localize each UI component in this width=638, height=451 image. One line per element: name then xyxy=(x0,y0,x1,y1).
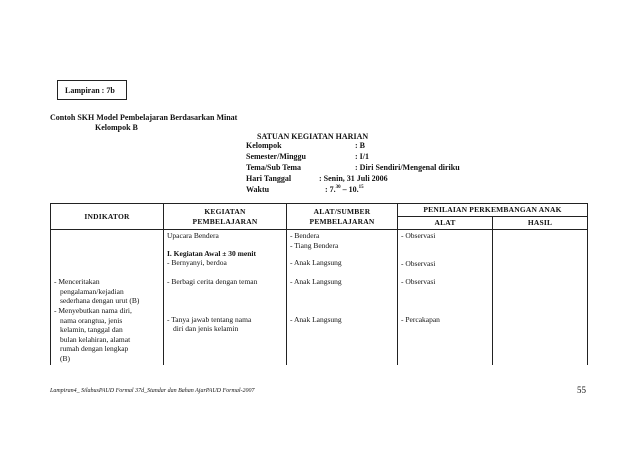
header-hasil: HASIL xyxy=(493,217,588,230)
kelompok-label: Kelompok xyxy=(246,141,282,150)
cell-kegiatan: - Berbagi cerita dengan teman - Tanya jawab tentang nama diri dan jenis kelamin xyxy=(164,269,287,364)
semester-label: Semester/Minggu xyxy=(246,152,306,161)
cell-indikator xyxy=(51,230,164,270)
hari-label: Hari Tanggal xyxy=(246,174,292,183)
semester-value: : I/1 xyxy=(355,152,369,161)
tema-label: Tema/Sub Tema xyxy=(246,163,302,172)
cell-alat: - Observasi - Observasi xyxy=(398,230,493,270)
document-heading: Contoh SKH Model Pembelajaran Berdasarkan Minat xyxy=(50,113,238,122)
header-alat: ALAT xyxy=(398,217,493,230)
header-indikator: INDIKATOR xyxy=(51,204,164,230)
header-penilaian: PENILAIAN PERKEMBANGAN ANAK xyxy=(398,204,588,217)
header-kegiatan: KEGIATAN PEMBELAJARAN xyxy=(164,204,287,230)
waktu-label: Waktu xyxy=(246,185,270,194)
page-footer: Lampiran4_ SilabusPAUD Formal 37d_Standar dan Bahan AjarPAUD Formal-2007 xyxy=(50,388,255,394)
cell-alat-sumber: - Bendera - Tiang Bendera - Anak Langsung xyxy=(287,230,398,270)
skh-table xyxy=(50,203,588,365)
document-title: SATUAN KEGIATAN HARIAN xyxy=(257,132,369,141)
cell-hasil xyxy=(493,269,588,364)
header-alat-sumber: ALAT/SUMBER PEMBELAJARAN xyxy=(287,204,398,230)
waktu-value: : 7.30 – 10.15 xyxy=(325,185,364,194)
lampiran-label: Lampiran : 7b xyxy=(57,80,127,100)
table-row xyxy=(51,269,588,364)
page-number: 55 xyxy=(577,385,586,395)
hari-value: : Senin, 31 Juli 2006 xyxy=(319,174,388,183)
cell-indikator: - Menceritakan pengalaman/kejadian sederhana dengan urut (B) - Menyebutkan nama diri, nama orangtua, jenis kelamin, tanggal dan bulan kelahiran, alamat rumah dengan lengkap (B) xyxy=(51,269,164,364)
cell-hasil xyxy=(493,230,588,270)
tema-value: : Diri Sendiri/Mengenal diriku xyxy=(355,163,460,172)
cell-kegiatan: Upacara Bendera I. Kegiatan Awal ± 30 menit - Bernyanyi, berdoa xyxy=(164,230,287,270)
document-subheading: Kelompok B xyxy=(95,123,138,132)
cell-alat-sumber: - Anak Langsung - Anak Langsung xyxy=(287,269,398,364)
cell-alat: - Observasi - Percakapan xyxy=(398,269,493,364)
kelompok-value: : B xyxy=(355,141,365,150)
table-header-row xyxy=(51,204,588,217)
table-row xyxy=(51,230,588,270)
